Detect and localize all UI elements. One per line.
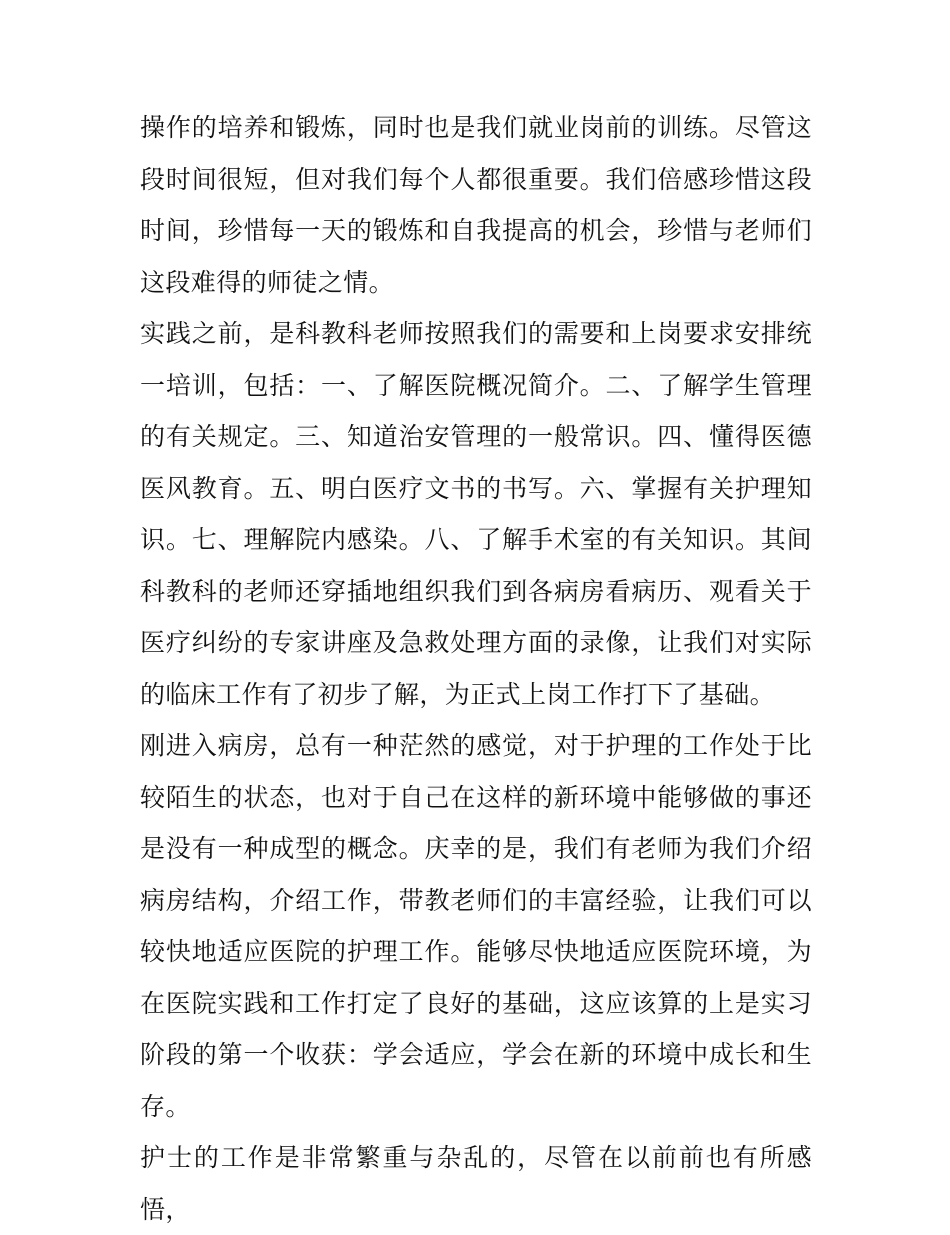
document-body bbox=[140, 102, 812, 1235]
paragraph-2: 实践之前，是科教科老师按照我们的需要和上岗要求安排统一培训，包括：一、了解医院概况简介。二、了解学生管理的有关规定。三、知道治安管理的一般常识。四、懂得医德医风教育。五、明白医疗文书的书写。六、掌握有关护理知识。七、理解院内感染。八、了解手术室的有关知识。其间科教科的老师还穿插地组织我们到各病房看病历、观看关于医疗纠纷的专家讲座及急救处理方面的录像，让我们对实际的临床工作有了初步了解，为正式上岗工作打下了基础。 bbox=[140, 319, 812, 709]
paragraph-4: 护士的工作是非常繁重与杂乱的，尽管在以前前也有所感悟， bbox=[140, 1143, 812, 1224]
paragraph-3: 刚进入病房，总有一种茫然的感觉，对于护理的工作处于比较陌生的状态，也对于自己在这样的新环境中能够做的事还是没有一种成型的概念。庆幸的是，我们有老师为我们介绍病房结构，介绍工作，带教老师们的丰富经验，让我们可以较快地适应医院的护理工作。能够尽快地适应医院环境，为在医院实践和工作打定了良好的基础，这应该算的上是实习阶段的第一个收获：学会适应，学会在新的环境中成长和生存。 bbox=[140, 731, 812, 1121]
paragraph-1: 操作的培养和锻炼，同时也是我们就业岗前的训练。尽管这段时间很短，但对我们每个人都很重要。我们倍感珍惜这段时间，珍惜每一天的锻炼和自我提高的机会，珍惜与老师们这段难得的师徒之情。 bbox=[140, 113, 812, 297]
